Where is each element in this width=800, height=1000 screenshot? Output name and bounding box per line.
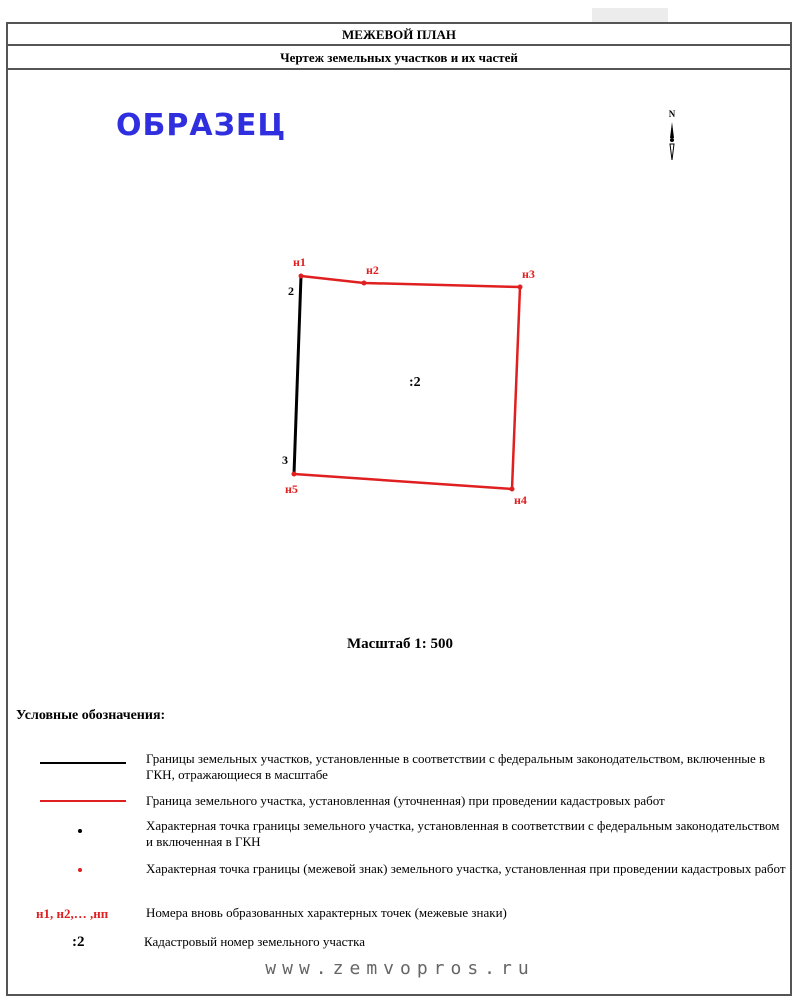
point-n2 — [362, 281, 367, 286]
footer-url: www.zemvopros.ru — [265, 958, 535, 979]
document-title: МЕЖЕВОЙ ПЛАН — [6, 22, 792, 46]
legend-black-dot — [78, 829, 82, 833]
legend-text-2: Граница земельного участка, установленная (уточненная) при проведении кадастровых работ — [146, 793, 665, 808]
legend-text-3: Характерная точка границы земельного участка, установленная в соответствии с федеральным законодательством и включенная в ГКН — [146, 818, 780, 849]
legend-text-6: Кадастровый номер земельного участка — [144, 934, 365, 949]
compass-label: N — [668, 109, 676, 119]
legend-cadastral-symbol: :2 — [72, 934, 85, 950]
legend-red-dot — [78, 868, 82, 872]
legend-text-5: Номера вновь образованных характерных точек (межевые знаки) — [146, 905, 507, 920]
label-n4: н4 — [514, 493, 527, 507]
point-n3 — [518, 285, 523, 290]
point-n5 — [292, 472, 297, 477]
point-n4 — [510, 487, 515, 492]
label-2: 2 — [288, 284, 294, 298]
legend-red-line — [40, 800, 126, 802]
legend-point-numbers: н1, н2,… ,нп — [36, 906, 109, 921]
legend-text-4: Характерная точка границы (межевой знак) земельного участка, установленная при проведении кадастровых работ — [146, 861, 786, 876]
legend-text-1: Границы земельных участков, установленные в соответствии с федеральным законодательством, включенные в ГКН, отражающиеся в масштабе — [146, 751, 766, 782]
label-3: 3 — [282, 453, 288, 467]
legend-black-line — [40, 762, 126, 764]
point-n1 — [299, 274, 304, 279]
existing-boundary — [294, 276, 301, 474]
label-n2: н2 — [366, 263, 379, 277]
document-subtitle: Чертеж земельных участков и их частей — [6, 46, 792, 70]
scale-label: Масштаб 1: 500 — [346, 636, 454, 652]
label-n1: н1 — [293, 255, 306, 269]
sample-stamp: ОБРАЗЕЦ — [116, 108, 287, 143]
parcel-label: :2 — [409, 375, 421, 390]
label-n3: н3 — [522, 267, 535, 281]
new-boundary — [294, 276, 520, 489]
label-n5: н5 — [285, 482, 298, 496]
legend-title: Условные обозначения: — [16, 708, 166, 723]
